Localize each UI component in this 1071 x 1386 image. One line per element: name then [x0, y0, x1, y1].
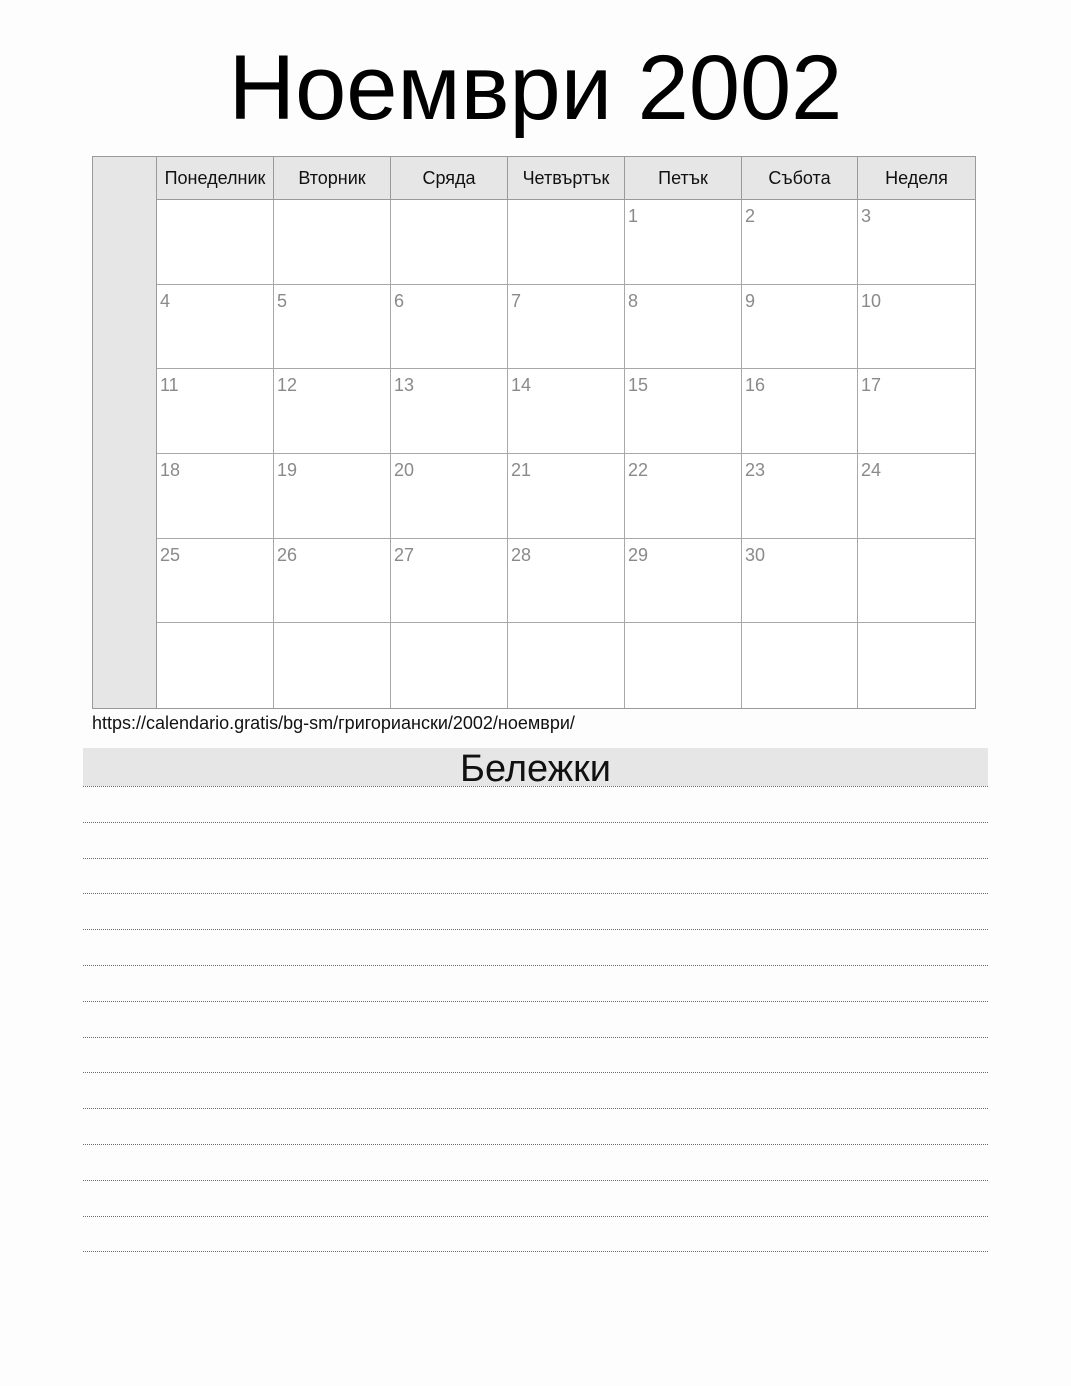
day-number: 21	[511, 459, 532, 480]
day-cell	[742, 454, 858, 539]
day-number: 18	[160, 459, 181, 480]
day-number: 22	[628, 459, 649, 480]
day-number: 13	[394, 375, 415, 396]
day-cell	[625, 454, 742, 539]
day-number: 7	[511, 290, 522, 311]
weekday-header-friday: Петък	[625, 157, 742, 200]
note-line	[83, 1180, 988, 1181]
day-cell	[274, 369, 391, 454]
day-number: 10	[861, 290, 882, 311]
day-cell	[508, 285, 625, 370]
weekday-header-tuesday: Вторник	[274, 157, 391, 200]
day-cell	[508, 539, 625, 624]
day-cell	[625, 285, 742, 370]
note-line	[83, 1251, 988, 1252]
day-cell	[508, 200, 625, 285]
day-number: 14	[511, 375, 532, 396]
day-cell	[742, 623, 858, 708]
weekday-header-sunday: Неделя	[858, 157, 975, 200]
day-cell	[742, 285, 858, 370]
note-line	[83, 893, 988, 894]
day-cell	[508, 454, 625, 539]
note-line	[83, 1216, 988, 1217]
week-number-column	[93, 157, 157, 708]
day-number: 5	[277, 290, 288, 311]
day-cell	[274, 200, 391, 285]
note-line	[83, 1108, 988, 1109]
calendar-days	[157, 157, 975, 708]
day-cell	[858, 369, 975, 454]
day-cell	[625, 200, 742, 285]
day-cell	[274, 285, 391, 370]
note-line	[83, 929, 988, 930]
day-cell	[858, 623, 975, 708]
note-line	[83, 822, 988, 823]
day-number: 2	[745, 206, 756, 226]
day-cell	[157, 369, 274, 454]
notes-title: Бележки	[460, 748, 611, 790]
day-cell	[391, 285, 508, 370]
notes-header	[83, 748, 988, 790]
day-cell	[274, 539, 391, 624]
day-number: 1	[628, 206, 639, 226]
day-cell	[157, 623, 274, 708]
day-number: 9	[745, 290, 756, 311]
note-line	[83, 1037, 988, 1038]
day-number: 3	[861, 206, 872, 226]
day-number: 4	[160, 290, 171, 311]
day-number: 25	[160, 544, 181, 565]
day-cell	[391, 369, 508, 454]
note-line	[83, 1001, 988, 1002]
day-cell	[157, 539, 274, 624]
day-cell	[157, 200, 274, 285]
day-cell	[391, 200, 508, 285]
day-cell	[858, 285, 975, 370]
day-number: 29	[628, 544, 649, 565]
weekday-header-monday: Понеделник	[157, 157, 274, 200]
weekday-header-thursday: Четвъртък	[508, 157, 625, 200]
day-cell	[274, 454, 391, 539]
day-cell	[157, 285, 274, 370]
day-number: 28	[511, 544, 532, 565]
day-number: 16	[745, 375, 766, 396]
day-number: 27	[394, 544, 415, 565]
day-number: 30	[745, 544, 766, 565]
day-cell	[742, 200, 858, 285]
day-number: 24	[861, 459, 882, 480]
note-line	[83, 1072, 988, 1073]
day-number: 23	[745, 459, 766, 480]
note-line	[83, 858, 988, 859]
day-cell	[508, 369, 625, 454]
weekday-header-wednesday: Сряда	[391, 157, 508, 200]
source-url: https://calendario.gratis/bg-sm/григориански/2002/ноември/	[92, 713, 575, 733]
day-cell	[858, 539, 975, 624]
day-cell	[391, 539, 508, 624]
day-number: 26	[277, 544, 298, 565]
day-cell	[274, 623, 391, 708]
day-cell	[742, 369, 858, 454]
weekday-header-saturday: Събота	[742, 157, 858, 200]
day-cell	[625, 623, 742, 708]
day-number: 17	[861, 375, 882, 396]
day-cell	[157, 454, 274, 539]
note-line	[83, 965, 988, 966]
day-cell	[858, 454, 975, 539]
note-line	[83, 1144, 988, 1145]
note-line	[83, 786, 988, 787]
calendar-grid	[92, 156, 976, 709]
page-title: Ноември 2002	[228, 37, 843, 139]
day-cell	[508, 623, 625, 708]
day-cell	[391, 623, 508, 708]
day-number: 8	[628, 290, 639, 311]
day-number: 19	[277, 459, 298, 480]
day-cell	[625, 369, 742, 454]
day-number: 11	[160, 375, 179, 396]
day-cell	[625, 539, 742, 624]
day-number: 6	[394, 290, 405, 311]
day-cell	[858, 200, 975, 285]
day-number: 20	[394, 459, 415, 480]
day-number: 12	[277, 375, 298, 396]
day-number: 15	[628, 375, 649, 396]
day-cell	[391, 454, 508, 539]
day-cell	[742, 539, 858, 624]
